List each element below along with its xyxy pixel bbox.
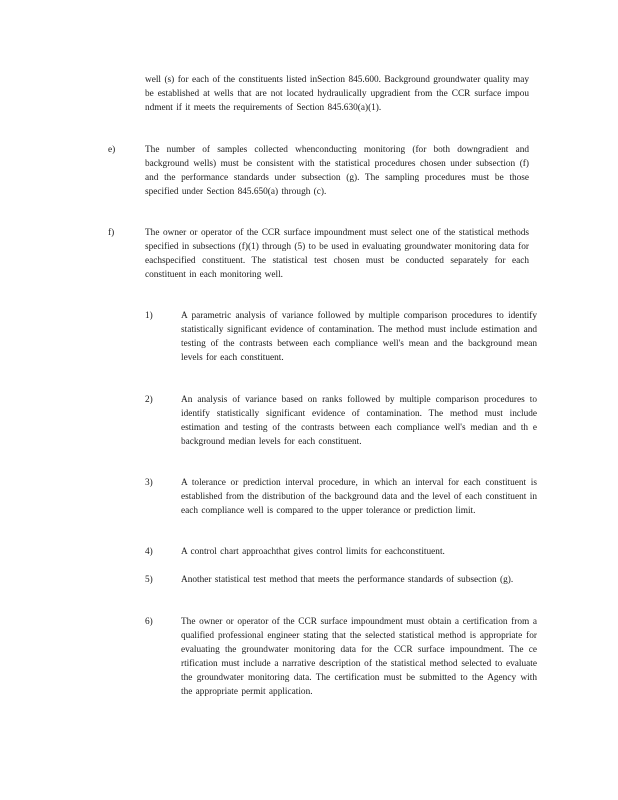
section-text: The number of samples collected whenconducting monitoring (for both downgradient and background wells) must be consistent with the statistical procedures chosen under subsection (f) and the performance standards under subsection (g). The sampling procedures must be those specified under Section 845.650(a) through (c). — [145, 145, 529, 197]
intro-paragraph: well (s) for each of the constituents listed inSection 845.600. Background groundwater quality may be established at wells that are not located hydraulically upgradient from the CCR surface impou ndment if it meets the requirements of Section 845.630(a)(1). — [145, 75, 529, 113]
item-text: A tolerance or prediction interval procedure, in which an interval for each constituent is established from the distribution of the background data and the level of each constituent in each compliance well is compared to the upper tolerance or prediction limit. — [181, 478, 537, 516]
item-label: 4) — [145, 547, 153, 557]
item-text: Another statistical test method that meets the performance standards of subsection (g). — [181, 575, 514, 585]
item-label: 2) — [145, 395, 153, 405]
item-label: 3) — [145, 478, 153, 488]
item-label: 5) — [145, 575, 153, 585]
item-text: An analysis of variance based on ranks followed by multiple comparison procedures to identify statistically significant evidence of contamination. The method must include estimation and testing of the contrasts between each compliance well's median and th e background median levels for each constituent. — [181, 395, 537, 447]
item-label: 1) — [145, 311, 153, 321]
item-text: The owner or operator of the CCR surface impoundment must obtain a certification from a qualified professional engineer stating that the selected statistical method is appropriate for evaluating the groundwater monitoring data for the CCR surface impoundment. The ce rtification must include a narrative description of the statistical method selected to evaluate the groundwater monitoring data. The certification must be submitted to the Agency with the appropriate permit application. — [181, 617, 537, 697]
item-text: A parametric analysis of variance followed by multiple comparison procedures to identify statistically significant evidence of contamination. The method must include estimation and testing of the contrasts between each compliance well's mean and the background mean levels for each constituent. — [181, 311, 537, 363]
section-label: f) — [108, 228, 115, 238]
section-label: e) — [108, 145, 116, 155]
item-text: A control chart approachthat gives control limits for eachconstituent. — [181, 547, 445, 557]
item-label: 6) — [145, 617, 153, 627]
section-text: The owner or operator of the CCR surface impoundment must select one of the statistical methods specified in subsections (f)(1) through (5) to be used in evaluating groundwater monitoring data for eachspecified constituent. The statistical test chosen must be conducted separately for each constituent in each monitoring well. — [145, 228, 529, 280]
